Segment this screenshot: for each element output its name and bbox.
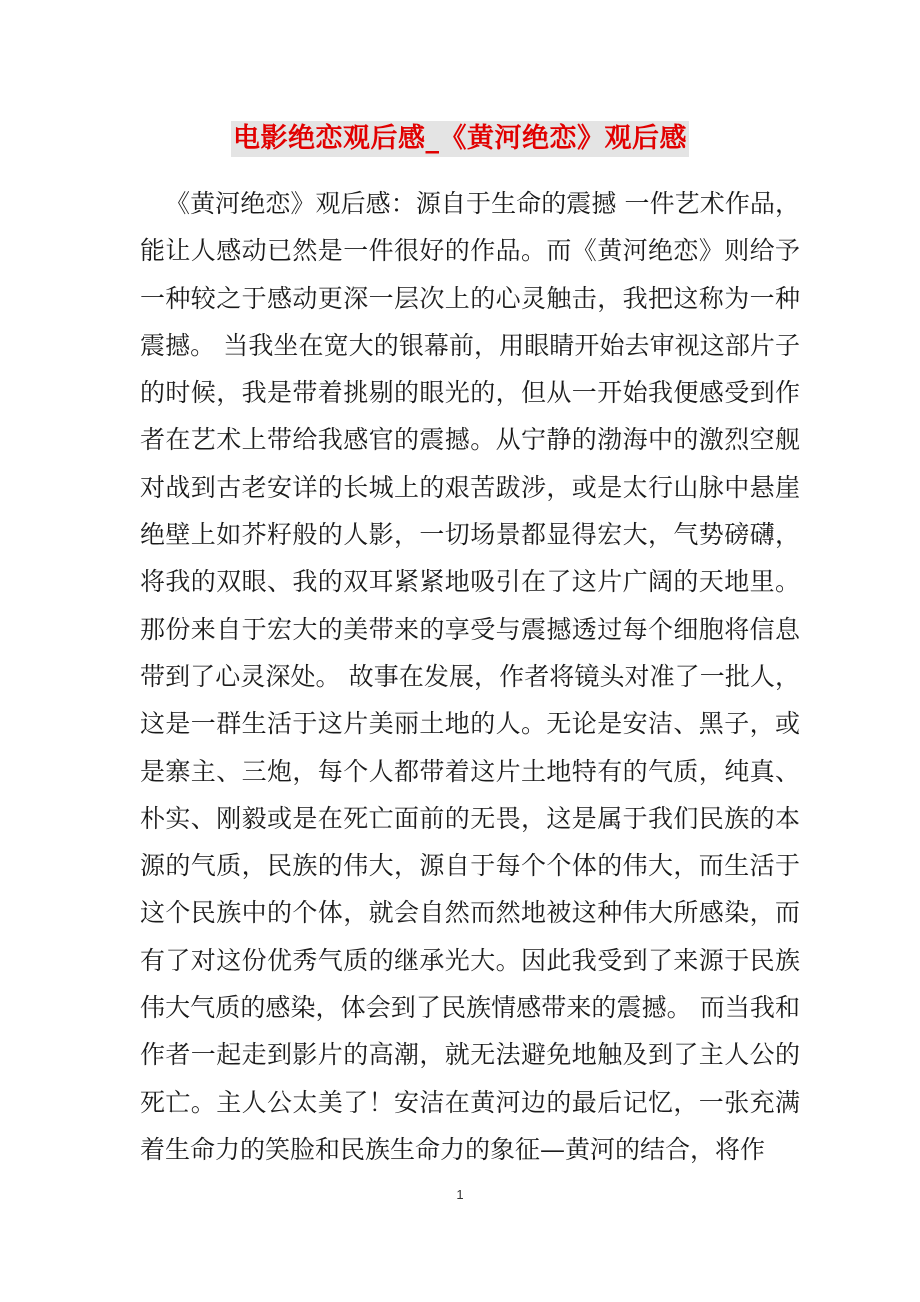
document-title: [0, 118, 920, 157]
document-title-text: 电影绝恋观后感_《黄河绝恋》观后感: [231, 121, 689, 157]
page-number: 1: [456, 1187, 464, 1202]
document-body-paragraph: 《黄河绝恋》观后感：源自于生命的震撼 一件艺术作品，能让人感动已然是一件很好的作品。而《黄河绝恋》则给予一种较之于感动更深一层次上的心灵触击，我把这称为一种震撼。 当我坐在宽大的银幕前，用眼睛开始去审视这部片子的时候，我是带着挑剔的眼光的，但从一开始我便感受到作者在艺术上带给我感官的震撼。从宁静的渤海中的激烈空舰对战到古老安详的长城上的艰苦跋涉，或是太行山脉中悬崖绝壁上如芥籽般的人影，一切场景都显得宏大，气势磅礴，将我的双眼、我的双耳紧紧地吸引在了这片广阔的天地里。那份来自于宏大的美带来的享受与震撼透过每个细胞将信息带到了心灵深处。 故事在发展，作者将镜头对准了一批人，这是一群生活于这片美丽土地的人。无论是安洁、黑子，或是寨主、三炮，每个人都带着这片土地特有的气质，纯真、朴实、刚毅或是在死亡面前的无畏，这是属于我们民族的本源的气质，民族的伟大，源自于每个个体的伟大，而生活于这个民族中的个体，就会自然而然地被这种伟大所感染，而有了对这份优秀气质的继承光大。因此我受到了来源于民族伟大气质的感染，体会到了民族情感带来的震撼。 而当我和作者一起走到影片的高潮，就无法避免地触及到了主人公的死亡。主人公太美了！安洁在黄河边的最后记忆，一张充满着生命力的笑脸和民族生命力的象征—黄河的结合，将作: [140, 189, 800, 1164]
